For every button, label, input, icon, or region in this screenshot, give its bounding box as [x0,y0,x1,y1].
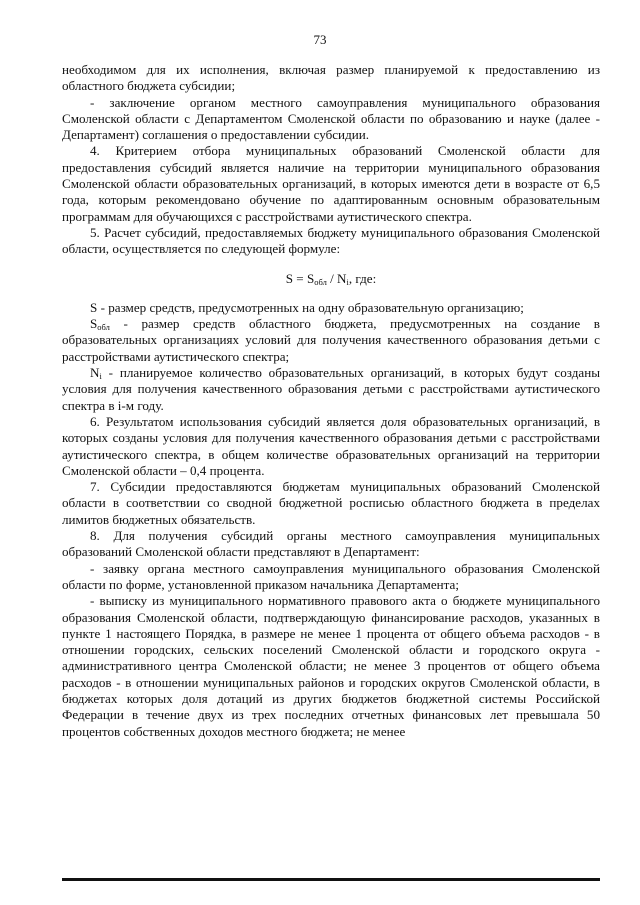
page-number: 73 [313,32,327,47]
paragraph-8-budget-extract: - выписку из муниципального нормативного правового акта о бюджете муниципального образования Смоленской области, подтверждающую финансирование расходов, указанных в пункте 1 настоящего Порядка, в размере не менее 1 процента от общего объема расходов - в отношении городских, сельских поселений Смоленской области и городского округа - административного центра Смоленской области; не менее 3 процентов от общего объема расходов - в отношении муниципальных районов и городских округов Смоленской области, в бюджетах которых доля дотаций из других бюджетов бюджетной системы Российской Федерации в течение двух из трех последних отчетных финансовых лет превышала 50 процентов собственных доходов местного бюджета; не менее [62,593,600,739]
formula-tail: , где: [348,270,377,286]
paragraph-agreement: - заключение органом местного самоуправления муниципального образования Смоленской области с Департаментом Смоленской области по образованию и науке (далее - Департамент) соглашения о предоставлении субсидии. [62,94,600,143]
definition-n-i [62,365,600,414]
definition-subscript: i [99,371,102,382]
definition-s [62,300,600,316]
paragraph-6-result: 6. Результатом использования субсидий является доля образовательных организаций, в которых созданы условия для получения качественного образования детьми с расстройствами аутистического спектра, в общем количестве образовательных организаций на территории Смоленской области – 0,4 процента. [62,413,600,478]
paragraph-4-criterion: 4. Критерием отбора муниципальных образований Смоленской области для предоставления субсидий является наличие на территории муниципального образования Смоленской области образовательных организаций, в которых имеются дети в возрасте от 6,5 года, которым рекомендовано обучение по адаптированным основным образовательным программам для обучающихся с расстройствами аутистического спектра. [62,143,600,224]
paragraph-7-subsidies: 7. Субсидии предоставляются бюджетам муниципальных образований Смоленской области в соответствии со сводной бюджетной росписью областного бюджета в пределах лимитов бюджетных обязательств. [62,479,600,527]
formula [62,271,600,287]
definition-s-obl [62,316,600,365]
formula-slash-n: / N [326,270,347,286]
paragraph-5-calculation: 5. Расчет субсидий, предоставляемых бюджету муниципального образования Смоленской области, осуществляется по следующей формуле: [62,224,600,257]
formula-s-subscript: обл [314,276,327,287]
definition-symbol: N [90,365,100,381]
paragraph-8-documents: 8. Для получения субсидий органы местного самоуправления муниципальных образований Смоленской области представляют в Департамент: [62,528,600,560]
footer-rule [62,878,600,881]
paragraph-continuation: необходимом для их исполнения, включая размер планируемой к предоставлению из областного бюджета субсидии; [62,62,600,94]
paragraph-8-application: - заявку органа местного самоуправления муниципального образования Смоленской области по форме, установленной приказом начальника Департамента; [62,560,600,592]
document-body [62,62,600,740]
definition-text: - планируемое количество образовательных организаций, в которых будут созданы условия для получения качественного образования детьми с расстройствами аутистического спектра в i-м году. [62,365,600,413]
formula-s: S = S [285,270,315,286]
definition-symbol: S [90,299,98,315]
definition-symbol: S [90,316,98,332]
definition-text: - размер средств, предусмотренных на одну образовательную организацию; [97,299,524,315]
definition-text: - размер средств областного бюджета, предусмотренных на создание в образовательных организациях условий для получения качественного образования детьми с расстройствами аутистического спектра; [62,316,600,364]
formula-n-subscript: i [346,276,349,287]
definition-subscript: обл [97,322,110,333]
